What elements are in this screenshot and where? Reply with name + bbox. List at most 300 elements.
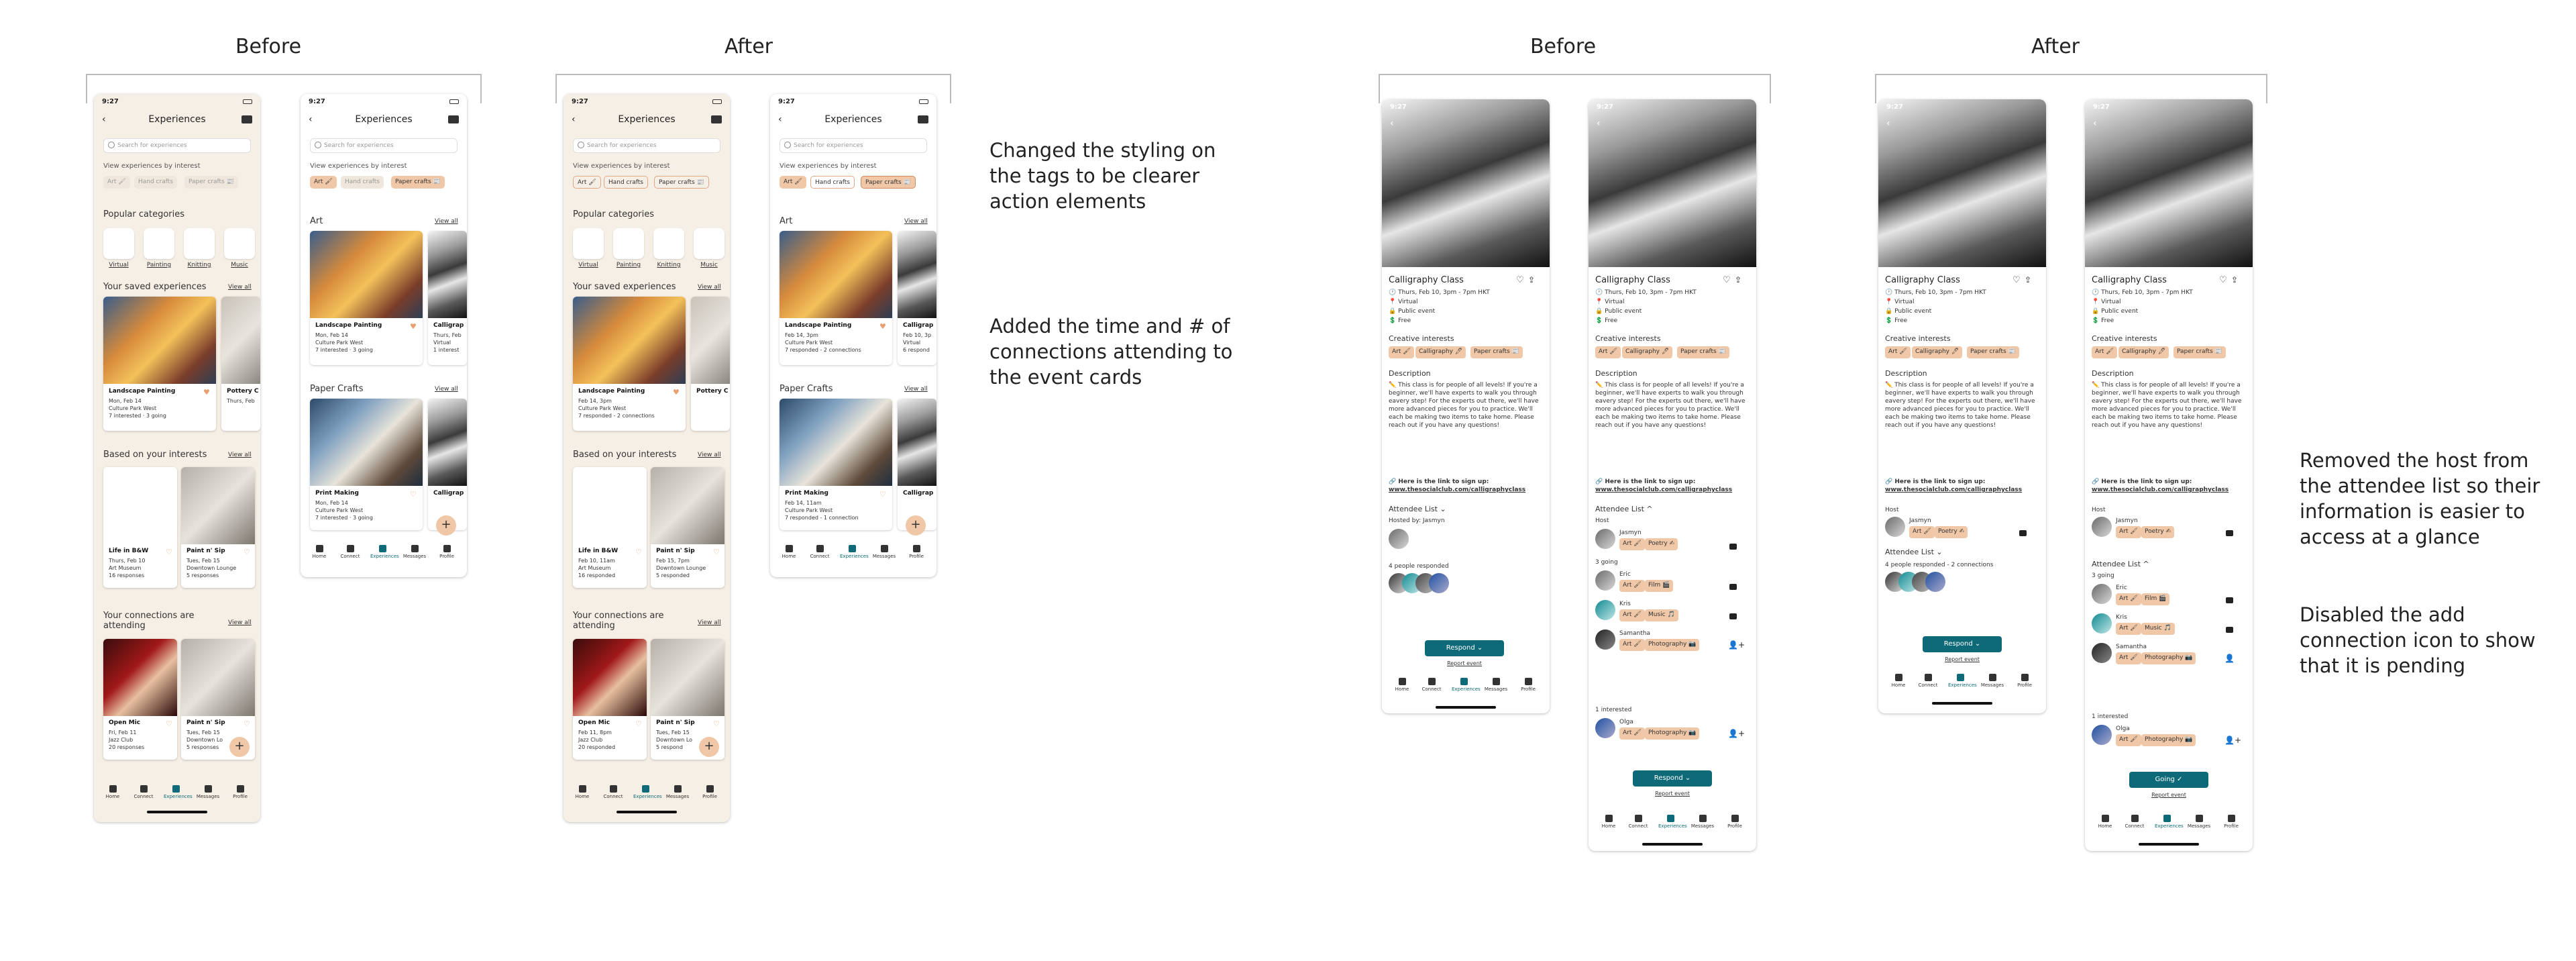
event-date: Tues, Feb 15 bbox=[656, 729, 690, 736]
event-place: Downtown Lo bbox=[186, 737, 223, 743]
description-heading: Description bbox=[1885, 369, 1927, 378]
event-card[interactable] bbox=[651, 467, 724, 588]
search-input[interactable]: Search for experiences bbox=[780, 138, 927, 153]
view-all-link[interactable]: View all bbox=[698, 619, 721, 626]
calendar-icon bbox=[1667, 815, 1674, 822]
avatar[interactable] bbox=[1925, 572, 1945, 592]
avatar[interactable] bbox=[1595, 718, 1615, 738]
attendee-toggle[interactable]: Attendee List ⌄ bbox=[1389, 505, 1446, 513]
respond-button[interactable]: Respond ⌄ bbox=[1923, 636, 2002, 652]
page-title: Experiences bbox=[355, 114, 413, 125]
search-icon bbox=[108, 142, 115, 148]
status-time: 9:27 bbox=[1597, 103, 1613, 111]
tag-art[interactable]: Art 🖌 bbox=[780, 176, 806, 189]
event-count: 16 responses bbox=[109, 572, 145, 578]
interests-heading: Creative interests bbox=[1885, 334, 1951, 343]
person-tag: Photography 📷 bbox=[1645, 727, 1699, 740]
globe-icon bbox=[2131, 815, 2139, 822]
event-place: Art Museum bbox=[578, 565, 611, 571]
status-time: 9:27 bbox=[2093, 103, 2110, 111]
event-title: Print Making bbox=[785, 490, 828, 497]
nav-profile[interactable]: Profile bbox=[2012, 674, 2037, 688]
nav-home[interactable]: Home bbox=[101, 785, 125, 799]
event-card[interactable] bbox=[428, 231, 467, 365]
nav-experiences[interactable]: Experiences bbox=[2155, 815, 2179, 829]
event-card[interactable] bbox=[310, 231, 423, 365]
tag-art[interactable]: Art 🖌 bbox=[573, 176, 601, 189]
message-icon[interactable] bbox=[2226, 597, 2233, 603]
view-all-link[interactable]: View all bbox=[435, 218, 458, 225]
tag-hand-crafts[interactable]: Hand crafts bbox=[810, 176, 855, 189]
home-indicator bbox=[616, 811, 677, 813]
event-title: Landscape Painting bbox=[578, 388, 645, 395]
event-photo bbox=[651, 467, 724, 544]
avatar[interactable] bbox=[1595, 629, 1615, 650]
signup-label: 🔗 Here is the link to sign up: bbox=[1389, 478, 1489, 485]
tag-art[interactable]: Art 🖌 bbox=[1885, 346, 1911, 358]
event-title: Landscape Painting bbox=[785, 322, 852, 329]
home-icon bbox=[2102, 815, 2109, 822]
message-icon[interactable] bbox=[2226, 530, 2233, 536]
going-count: 3 going bbox=[1595, 559, 1618, 566]
event-card[interactable] bbox=[691, 297, 730, 431]
view-all-link[interactable]: View all bbox=[228, 619, 252, 626]
attendee-toggle[interactable]: Attendee List ^ bbox=[2092, 560, 2149, 568]
event-place: Art Museum bbox=[109, 565, 142, 571]
heart-icon[interactable]: ♥ bbox=[879, 322, 886, 331]
person-name: Kris bbox=[1619, 601, 1631, 607]
back-icon[interactable]: ‹ bbox=[778, 114, 782, 125]
view-all-link[interactable]: View all bbox=[904, 386, 928, 393]
heart-icon[interactable]: ♡ bbox=[244, 548, 250, 556]
tag-art[interactable]: Art 🖌 bbox=[103, 176, 130, 189]
nav-experiences[interactable]: Experiences bbox=[1658, 815, 1682, 829]
mail-icon bbox=[411, 545, 419, 552]
event-title: Life in B&W bbox=[578, 548, 619, 554]
nav-connect[interactable]: Connect bbox=[808, 545, 832, 559]
nav-home[interactable]: Home bbox=[307, 545, 331, 559]
event-date: Mon, Feb 14 bbox=[315, 500, 348, 506]
tag-paper-crafts[interactable]: Paper crafts 📰 bbox=[1470, 346, 1523, 358]
event-time: 🕐 Thurs, Feb 10, 3pm - 7pm HKT bbox=[1595, 289, 1697, 296]
event-photo bbox=[428, 231, 467, 318]
person-tag: Music 🎵 bbox=[2141, 623, 2175, 635]
event-card[interactable] bbox=[898, 231, 936, 365]
tag-paper-crafts[interactable]: Paper crafts 📰 bbox=[861, 176, 916, 189]
message-icon[interactable] bbox=[2226, 627, 2233, 633]
nav-home[interactable]: Home bbox=[1390, 678, 1414, 692]
event-card[interactable] bbox=[221, 297, 260, 431]
heart-icon[interactable]: ♥ bbox=[203, 388, 210, 397]
back-icon[interactable]: ‹ bbox=[102, 114, 106, 125]
nav-connect[interactable]: Connect bbox=[601, 785, 625, 799]
person-tag: Photography 📷 bbox=[2141, 652, 2196, 664]
tag-paper-crafts[interactable]: Paper crafts 📰 bbox=[2174, 346, 2226, 358]
nav-experiences[interactable]: Experiences bbox=[1452, 678, 1476, 692]
event-card[interactable] bbox=[898, 399, 936, 530]
share-icon[interactable]: ⇪ bbox=[1528, 275, 1536, 285]
heart-icon[interactable]: ♡ bbox=[1723, 275, 1731, 285]
signup-link[interactable]: www.thesocialclub.com/calligraphyclass bbox=[2092, 487, 2229, 493]
avatar[interactable] bbox=[2092, 517, 2112, 537]
view-all-link[interactable]: View all bbox=[228, 452, 252, 458]
cat-music[interactable] bbox=[694, 228, 724, 259]
tag-art[interactable]: Art 🖌 bbox=[2092, 346, 2117, 358]
nav-experiences[interactable]: Experiences bbox=[164, 785, 188, 799]
nav-home[interactable]: Home bbox=[570, 785, 594, 799]
event-privacy: 🔒 Public event bbox=[1389, 308, 1436, 315]
tag-paper-crafts[interactable]: Paper crafts 📰 bbox=[391, 176, 445, 189]
phone-after-home bbox=[564, 94, 730, 822]
event-date: Feb 11, 8pm bbox=[578, 729, 612, 736]
calendar-icon bbox=[849, 545, 856, 552]
event-title: Calligraphy Class bbox=[1885, 275, 1960, 285]
nav-experiences[interactable]: Experiences bbox=[633, 785, 657, 799]
globe-icon bbox=[816, 545, 824, 552]
bottom-nav bbox=[301, 545, 467, 572]
view-all-link[interactable]: View all bbox=[904, 218, 928, 225]
share-icon[interactable]: ⇪ bbox=[2231, 275, 2239, 285]
bottom-nav bbox=[770, 545, 936, 572]
search-icon bbox=[784, 142, 791, 148]
cat-painting[interactable] bbox=[613, 228, 644, 259]
tag-calligraphy[interactable]: Calligraphy 🖊 bbox=[2118, 346, 2169, 358]
attendee-toggle[interactable]: Attendee List ^ bbox=[1595, 505, 1653, 513]
nav-profile[interactable]: Profile bbox=[1723, 815, 1747, 829]
heart-icon[interactable]: ♡ bbox=[1516, 275, 1524, 285]
status-time: 9:27 bbox=[572, 98, 588, 105]
nav-messages[interactable]: Messages bbox=[872, 545, 896, 559]
report-link[interactable]: Report event bbox=[1655, 791, 1690, 797]
event-date: Thurs, Feb 10 bbox=[109, 558, 146, 564]
person-tag: Art 🖌 bbox=[2116, 623, 2141, 635]
event-title: Open Mic bbox=[578, 719, 610, 726]
event-place: Jazz Club bbox=[578, 737, 603, 743]
nav-connect[interactable]: Connect bbox=[1626, 815, 1650, 829]
cat-knitting[interactable] bbox=[184, 228, 215, 259]
nav-home[interactable]: Home bbox=[1886, 674, 1911, 688]
event-count: 6 respond bbox=[903, 347, 930, 353]
attendee-toggle[interactable]: Attendee List ⌄ bbox=[1885, 548, 1943, 556]
back-icon[interactable]: ‹ bbox=[309, 114, 313, 125]
tag-paper-crafts[interactable]: Paper crafts 📰 bbox=[184, 176, 238, 189]
event-card[interactable] bbox=[103, 297, 216, 431]
event-photo bbox=[651, 639, 724, 716]
tag-calligraphy[interactable]: Calligraphy 🖊 bbox=[1415, 346, 1466, 358]
nav-messages[interactable]: Messages bbox=[196, 785, 220, 799]
back-icon[interactable]: ‹ bbox=[2093, 118, 2097, 129]
cat-label: Music bbox=[231, 262, 248, 268]
heart-icon[interactable]: ♡ bbox=[244, 719, 250, 728]
globe-icon bbox=[1925, 674, 1932, 681]
heart-icon[interactable]: ♡ bbox=[2219, 275, 2227, 285]
event-title: Paint n' Sip bbox=[186, 548, 225, 554]
nav-profile[interactable]: Profile bbox=[2219, 815, 2243, 829]
mail-icon bbox=[881, 545, 888, 552]
back-icon[interactable]: ‹ bbox=[1886, 118, 1890, 129]
event-time: 🕐 Thurs, Feb 10, 3pm - 7pm HKT bbox=[1885, 289, 1986, 296]
bottom-nav bbox=[94, 785, 260, 812]
event-count: 7 interested · 3 going bbox=[315, 515, 373, 521]
event-card[interactable] bbox=[573, 297, 686, 431]
nav-messages[interactable]: Messages bbox=[1980, 674, 2004, 688]
event-title: Life in B&W bbox=[109, 548, 149, 554]
event-photo bbox=[898, 231, 936, 318]
person-icon bbox=[1731, 815, 1739, 822]
person-icon bbox=[913, 545, 920, 552]
phone-detail-before-expanded bbox=[1589, 99, 1756, 851]
event-title: Landscape Painting bbox=[109, 388, 176, 395]
add-button[interactable]: + bbox=[699, 737, 719, 757]
event-count: 5 responded bbox=[656, 572, 690, 578]
cat-painting[interactable] bbox=[144, 228, 174, 259]
nav-profile[interactable]: Profile bbox=[435, 545, 459, 559]
mail-icon bbox=[205, 785, 212, 793]
heart-icon[interactable]: ♡ bbox=[2012, 275, 2021, 285]
avatar[interactable] bbox=[1595, 529, 1615, 549]
tag-paper-crafts[interactable]: Paper crafts 📰 bbox=[1677, 346, 1729, 358]
event-title: Paint n' Sip bbox=[656, 719, 695, 726]
host-heading: Host bbox=[1885, 507, 1899, 513]
tag-hand-crafts[interactable]: Hand crafts bbox=[604, 176, 648, 189]
event-privacy: 🔒 Public event bbox=[1595, 308, 1642, 315]
tag-hand-crafts[interactable]: Hand crafts bbox=[134, 176, 177, 189]
home-icon bbox=[786, 545, 793, 552]
cat-knitting[interactable] bbox=[653, 228, 684, 259]
connections-heading: Your connections are attending bbox=[103, 611, 195, 631]
add-person-icon[interactable]: 👤+ bbox=[1728, 729, 1745, 738]
nav-connect[interactable]: Connect bbox=[1916, 674, 1940, 688]
avatar[interactable] bbox=[2092, 643, 2112, 663]
nav-profile[interactable]: Profile bbox=[228, 785, 252, 799]
event-place: Downtown Lounge bbox=[186, 565, 237, 571]
avatar[interactable] bbox=[1595, 570, 1615, 591]
report-link[interactable]: Report event bbox=[1945, 656, 1980, 662]
view-all-link[interactable]: View all bbox=[698, 284, 721, 291]
inbox-icon[interactable] bbox=[241, 115, 252, 123]
nav-profile[interactable]: Profile bbox=[698, 785, 722, 799]
nav-messages[interactable]: Messages bbox=[665, 785, 690, 799]
hosted-by: Hosted by: Jasmyn bbox=[1389, 517, 1445, 524]
avatar[interactable] bbox=[1885, 517, 1905, 537]
heart-icon[interactable]: ♥ bbox=[410, 322, 417, 331]
event-title: Calligraphy Class bbox=[1595, 275, 1670, 285]
heart-icon[interactable]: ♡ bbox=[166, 548, 172, 556]
nav-connect[interactable]: Connect bbox=[338, 545, 362, 559]
event-place: Jazz Club bbox=[109, 737, 133, 743]
tag-paper-crafts[interactable]: Paper crafts 📰 bbox=[1967, 346, 2019, 358]
cat-music[interactable] bbox=[224, 228, 255, 259]
interests-heading: Creative interests bbox=[1595, 334, 1661, 343]
bottom-nav bbox=[1878, 674, 2046, 701]
tag-art[interactable]: Art 🖌 bbox=[1389, 346, 1414, 358]
add-button[interactable]: + bbox=[906, 515, 926, 536]
signup-link[interactable]: www.thesocialclub.com/calligraphyclass bbox=[1595, 487, 1733, 493]
inbox-icon[interactable] bbox=[918, 115, 928, 123]
search-input[interactable]: Search for experiences bbox=[103, 138, 251, 153]
phone-after-interest bbox=[770, 94, 936, 577]
home-icon bbox=[1605, 815, 1613, 822]
event-photo bbox=[310, 399, 423, 486]
paper-heading: Paper Crafts bbox=[310, 384, 364, 394]
event-count: 16 responded bbox=[578, 572, 616, 578]
person-name: Samantha bbox=[2116, 644, 2147, 650]
event-count: 5 responses bbox=[186, 744, 219, 750]
back-icon[interactable]: ‹ bbox=[572, 114, 576, 125]
respond-button[interactable]: Respond ⌄ bbox=[1633, 770, 1712, 787]
add-button[interactable]: + bbox=[229, 737, 250, 757]
event-photo bbox=[181, 639, 255, 716]
bottom-nav bbox=[1589, 815, 1756, 842]
person-tag: Photography 📷 bbox=[2141, 734, 2196, 746]
avatar[interactable] bbox=[2092, 613, 2112, 634]
going-button[interactable]: Going ✓ bbox=[2129, 772, 2208, 788]
event-place: Virtual bbox=[903, 340, 921, 346]
tag-calligraphy[interactable]: Calligraphy 🖊 bbox=[1622, 346, 1672, 358]
nav-home[interactable]: Home bbox=[777, 545, 801, 559]
avatar[interactable] bbox=[1595, 600, 1615, 620]
globe-icon bbox=[347, 545, 354, 552]
heart-icon[interactable]: ♡ bbox=[713, 548, 720, 556]
heart-icon[interactable]: ♡ bbox=[713, 719, 720, 728]
heart-icon[interactable]: ♡ bbox=[879, 490, 886, 499]
share-icon[interactable]: ⇪ bbox=[2025, 275, 2032, 285]
cat-virtual[interactable] bbox=[103, 228, 134, 259]
event-card[interactable] bbox=[780, 231, 892, 365]
cat-virtual[interactable] bbox=[573, 228, 604, 259]
nav-messages[interactable]: Messages bbox=[1484, 678, 1508, 692]
event-card[interactable] bbox=[780, 399, 892, 530]
person-tag: Art 🖌 bbox=[1619, 609, 1645, 621]
event-title: Print Making bbox=[315, 490, 359, 497]
nav-experiences[interactable]: Experiences bbox=[840, 545, 864, 559]
event-card[interactable] bbox=[573, 467, 647, 588]
heart-icon[interactable]: ♡ bbox=[410, 490, 417, 499]
person-name: Eric bbox=[1619, 571, 1631, 578]
respond-button[interactable]: Respond ⌄ bbox=[1425, 640, 1504, 656]
signup-link[interactable]: www.thesocialclub.com/calligraphyclass bbox=[1389, 487, 1526, 493]
avatar[interactable] bbox=[2092, 584, 2112, 604]
mail-icon bbox=[1699, 815, 1707, 822]
view-all-link[interactable]: View all bbox=[698, 452, 721, 458]
tag-paper-crafts[interactable]: Paper crafts 📰 bbox=[654, 176, 709, 189]
message-icon[interactable] bbox=[2019, 530, 2027, 536]
nav-connect[interactable]: Connect bbox=[2123, 815, 2147, 829]
signup-link[interactable]: www.thesocialclub.com/calligraphyclass bbox=[1885, 487, 2023, 493]
report-link[interactable]: Report event bbox=[2151, 792, 2186, 798]
status-time: 9:27 bbox=[1886, 103, 1903, 111]
event-card[interactable] bbox=[181, 467, 255, 588]
report-link[interactable]: Report event bbox=[1447, 660, 1482, 666]
person-icon bbox=[706, 785, 714, 793]
host-heading: Host bbox=[2092, 507, 2106, 513]
nav-home[interactable]: Home bbox=[1597, 815, 1621, 829]
person-name: Kris bbox=[2116, 614, 2127, 621]
avatar[interactable] bbox=[1389, 529, 1409, 549]
search-input[interactable]: Search for experiences bbox=[310, 138, 458, 153]
person-tag: Art 🖌 bbox=[1619, 538, 1645, 550]
tag-art[interactable]: Art 🖌 bbox=[1595, 346, 1621, 358]
tag-calligraphy[interactable]: Calligraphy 🖊 bbox=[1912, 346, 1962, 358]
event-photo bbox=[691, 297, 730, 384]
event-time: 🕐 Thurs, Feb 10, 3pm - 7pm HKT bbox=[1389, 289, 1490, 296]
add-button[interactable]: + bbox=[436, 515, 456, 536]
add-person-icon[interactable]: 👤+ bbox=[2224, 736, 2241, 745]
back-icon[interactable]: ‹ bbox=[1597, 118, 1601, 129]
event-card[interactable] bbox=[103, 467, 177, 588]
status-time: 9:27 bbox=[778, 98, 795, 105]
event-photo bbox=[780, 399, 892, 486]
person-tag: Film 🎬 bbox=[1645, 580, 1673, 592]
heart-icon[interactable]: ♡ bbox=[635, 548, 642, 556]
search-input[interactable]: Search for experiences bbox=[573, 138, 720, 153]
battery-icon bbox=[712, 99, 722, 104]
event-title: Pottery C bbox=[227, 388, 259, 395]
event-card[interactable] bbox=[103, 639, 177, 760]
heart-icon[interactable]: ♥ bbox=[673, 388, 680, 397]
message-icon[interactable] bbox=[1729, 584, 1737, 590]
calendar-icon bbox=[1957, 674, 1964, 681]
mail-icon bbox=[1989, 674, 1996, 681]
nav-experiences[interactable]: Experiences bbox=[370, 545, 394, 559]
event-photo bbox=[898, 399, 936, 486]
back-icon[interactable]: ‹ bbox=[1390, 118, 1394, 129]
person-tag: Art 🖌 bbox=[1619, 580, 1645, 592]
event-photo bbox=[103, 297, 216, 384]
inbox-icon[interactable] bbox=[448, 115, 459, 123]
nav-home[interactable]: Home bbox=[2093, 815, 2117, 829]
person-tag: Art 🖌 bbox=[2116, 526, 2141, 538]
event-count: 7 responded - 1 connection bbox=[785, 515, 859, 521]
avatar[interactable] bbox=[2092, 725, 2112, 745]
event-photo bbox=[221, 297, 260, 384]
inbox-icon[interactable] bbox=[711, 115, 722, 123]
event-card[interactable] bbox=[428, 399, 467, 530]
message-icon[interactable] bbox=[1729, 613, 1737, 619]
avatar[interactable] bbox=[1429, 573, 1449, 593]
nav-connect[interactable]: Connect bbox=[1419, 678, 1444, 692]
nav-profile[interactable]: Profile bbox=[1516, 678, 1540, 692]
heart-icon[interactable]: ♡ bbox=[166, 719, 172, 728]
nav-experiences[interactable]: Experiences bbox=[1948, 674, 1972, 688]
interest-heading: View experiences by interest bbox=[780, 162, 877, 170]
tag-art[interactable]: Art 🖌 bbox=[310, 176, 337, 189]
share-icon[interactable]: ⇪ bbox=[1735, 275, 1742, 285]
cat-label: Music bbox=[700, 262, 718, 268]
event-count: 5 respond bbox=[656, 744, 683, 750]
nav-profile[interactable]: Profile bbox=[904, 545, 928, 559]
view-all-link[interactable]: View all bbox=[228, 284, 252, 291]
heart-icon[interactable]: ♡ bbox=[635, 719, 642, 728]
person-name: Samantha bbox=[1619, 630, 1650, 637]
add-person-icon[interactable]: 👤+ bbox=[1728, 640, 1745, 650]
view-all-link[interactable]: View all bbox=[435, 386, 458, 393]
nav-messages[interactable]: Messages bbox=[1690, 815, 1715, 829]
message-icon[interactable] bbox=[1729, 544, 1737, 550]
page-title: Experiences bbox=[148, 114, 206, 125]
event-card[interactable] bbox=[573, 639, 647, 760]
nav-messages[interactable]: Messages bbox=[402, 545, 427, 559]
battery-icon bbox=[243, 99, 252, 104]
event-date: Feb 15, 7pm bbox=[656, 558, 690, 564]
event-card[interactable] bbox=[310, 399, 423, 530]
nav-messages[interactable]: Messages bbox=[2187, 815, 2211, 829]
tag-hand-crafts[interactable]: Hand crafts bbox=[341, 176, 384, 189]
person-tag: Art 🖌 bbox=[2116, 652, 2141, 664]
person-tag: Poetry ✍ bbox=[1645, 538, 1678, 550]
nav-connect[interactable]: Connect bbox=[131, 785, 156, 799]
event-location: 📍 Virtual bbox=[1595, 299, 1625, 305]
